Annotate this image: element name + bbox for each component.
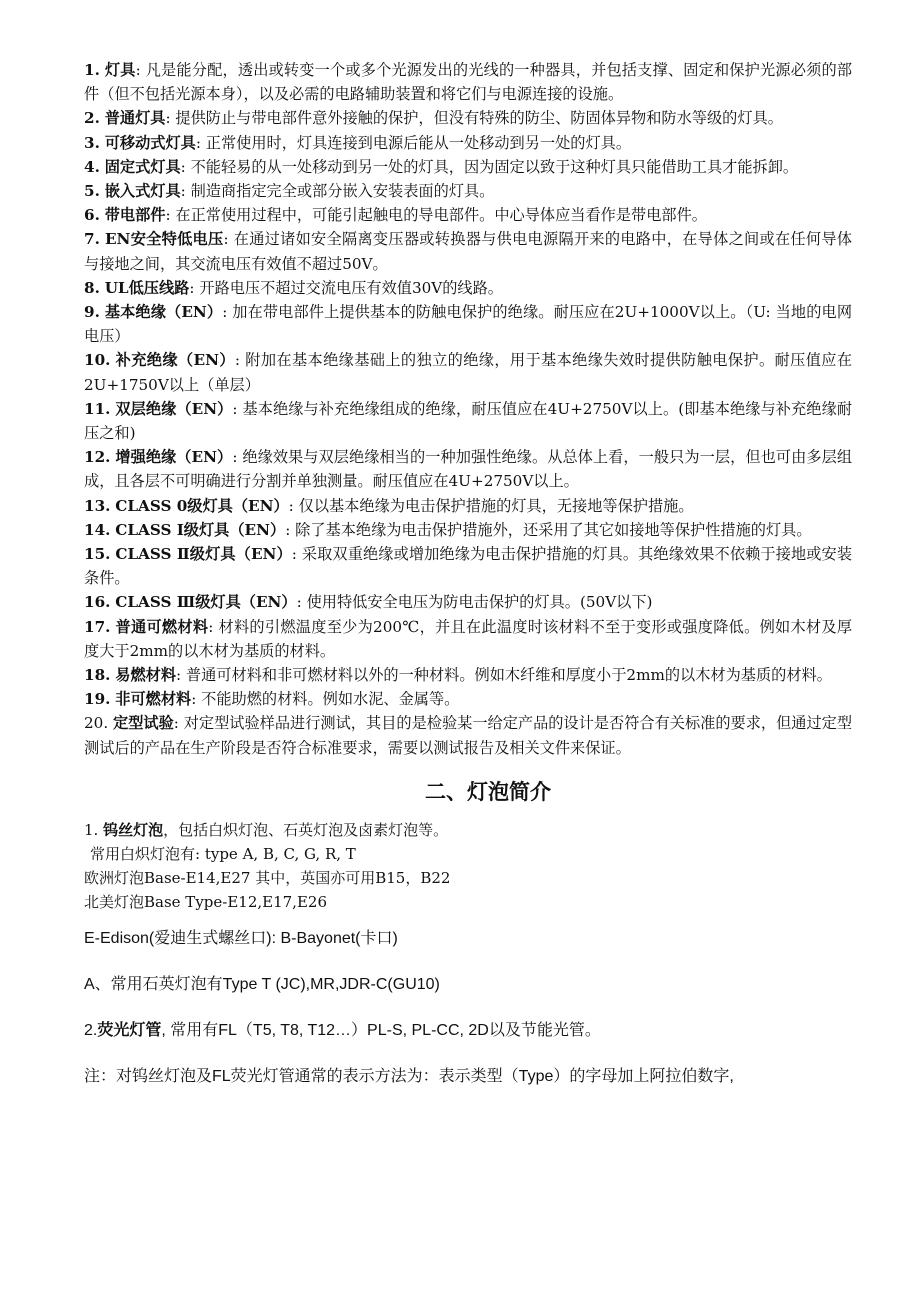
quartz-bulb-types: A、常用石英灯泡有Type T (JC),MR,JDR-C(GU10) <box>84 975 440 993</box>
definition-term: CLASS 0级灯具（EN） <box>115 496 289 515</box>
definition-text: 制造商指定完全或部分嵌入安装表面的灯具。 <box>190 182 495 201</box>
bulb-term: 钨丝灯泡 <box>103 820 164 839</box>
definition-item: 20. 定型试验: 对定型试验样品进行测试，其目的是检验某一给定产品的设计是否符合有关标准的要求，但通过定型测试后的产品在生产阶段是否符合标准要求，需要以测试报告及相关文件来保证。 <box>84 714 853 757</box>
definition-item: 14. CLASS Ⅰ级灯具（EN）: 除了基本绝缘为电击保护措施外，还采用了其它如接地等保护性措施的灯具。 <box>84 520 812 539</box>
definition-term: UL低压线路 <box>104 278 190 297</box>
bulb-term: 荧光灯管 <box>97 1021 162 1039</box>
bulb-item-fluorescent: 2.荧光灯管, 常用有FL（T5, T8, T12…）PL-S, PL-CC, 2D以及节能光管。 <box>84 1021 601 1039</box>
section-heading: 二、灯泡简介 <box>425 779 551 804</box>
definition-term: 普通可燃材料 <box>115 617 209 636</box>
definition-item: 15. CLASS Ⅱ级灯具（EN）: 采取双重绝缘或增加绝缘为电击保护措施的灯具。其绝缘效果不依赖于接地或安装条件。 <box>84 545 853 588</box>
definition-item: 3. 可移动式灯具: 正常使用时，灯具连接到电源后能从一处移动到另一处的灯具。 <box>84 133 632 152</box>
definition-item: 13. CLASS 0级灯具（EN）: 仅以基本绝缘为电击保护措施的灯具，无接地等保护措施。 <box>84 496 694 515</box>
common-incandescent-types: 常用白炽灯泡有: type A, B, C, G, R, T <box>90 844 356 863</box>
bulb-section <box>84 818 852 1088</box>
bulb-item-tungsten: 1. 钨丝灯泡，包括白炽灯泡、石英灯泡及卤素灯泡等。 <box>84 820 449 839</box>
definition-text: 除了基本绝缘为电击保护措施外，还采用了其它如接地等保护性措施的灯具。 <box>295 520 812 539</box>
definition-item: 18. 易燃材料: 普通可材料和非可燃材料以外的一种材料。例如木纤维和厚度小于2mm的以木材为基质的材料。 <box>84 666 832 685</box>
europe-bases: 欧洲灯泡Base-E14,E27 其中，英国亦可用B15，B22 <box>84 868 451 887</box>
definition-item: 17. 普通可燃材料: 材料的引燃温度至少为200℃，并且在此温度时该材料不至于变形或强度降低。例如木材及厚度大于2mm的以木材为基质的材料。 <box>84 617 853 660</box>
definition-term: CLASS Ⅲ级灯具（EN） <box>115 593 297 612</box>
definition-term: 嵌入式灯具 <box>104 182 181 201</box>
north-america-bases: 北美灯泡Base Type-E12,E17,E26 <box>84 892 327 911</box>
definition-text: 附加在基本绝缘基础上的独立的绝缘，用于基本绝缘失效时提供防触电保护。耐压值应在2U+1750V以上（单层） <box>84 351 853 394</box>
definition-text: 不能助燃的材料。例如水泥、金属等。 <box>201 690 460 709</box>
definition-item: 16. CLASS Ⅲ级灯具（EN）: 使用特低安全电压为防电击保护的灯具。(50V以下) <box>84 593 653 612</box>
definition-text: 提供防止与带电部件意外接触的保护，但没有特殊的防尘、防固体异物和防水等级的灯具。 <box>175 109 783 128</box>
definition-text: 正常使用时，灯具连接到电源后能从一处移动到另一处的灯具。 <box>205 133 632 152</box>
definition-term: CLASS Ⅱ级灯具（EN） <box>115 545 292 564</box>
definition-text: 加在带电部件上提供基本的防触电保护的绝缘。耐压应在2U+1000V以上。（U: 当地的电网电压） <box>84 303 853 346</box>
definition-term: 双层绝缘（EN） <box>115 399 233 418</box>
definition-text: 在通过诸如安全隔离变压器或转换器与供电电源隔开来的电路中，在导体之间或在任何导体与接地之间，其交流电压有效值不超过50V。 <box>84 230 853 273</box>
definition-item: 10. 补充绝缘（EN）: 附加在基本绝缘基础上的独立的绝缘，用于基本绝缘失效时提供防触电保护。耐压值应在2U+1750V以上（单层） <box>84 351 853 394</box>
definition-text: 凡是能分配，透出或转变一个或多个光源发出的光线的一种器具，并包括支撑、固定和保护光源必须的部件（但不包括光源本身），以及必需的电路辅助装置和将它们与电源连接的设施。 <box>84 61 853 104</box>
definition-term: 补充绝缘（EN） <box>115 351 235 370</box>
definition-text: 使用特低安全电压为防电击保护的灯具。(50V以下) <box>306 593 653 612</box>
definition-term: 定型试验 <box>113 714 174 733</box>
definition-term: 增强绝缘（EN） <box>115 448 233 467</box>
definition-term: 易燃材料 <box>115 666 177 685</box>
definition-item: 11. 双层绝缘（EN）: 基本绝缘与补充绝缘组成的绝缘，耐压值应在4U+2750V以上。(即基本绝缘与补充绝缘耐压之和) <box>84 399 853 443</box>
definition-term: 非可燃材料 <box>115 690 192 709</box>
definition-item: 9. 基本绝缘（EN）: 加在带电部件上提供基本的防触电保护的绝缘。耐压应在2U+1000V以上。（U: 当地的电网电压） <box>84 303 853 346</box>
definition-text: 不能轻易的从一处移动到另一处的灯具，因为固定以致于这种灯具只能借助工具才能拆卸。 <box>190 157 799 176</box>
definition-text: 普通可材料和非可燃材料以外的一种材料。例如木纤维和厚度小于2mm的以木材为基质的材料。 <box>185 666 832 685</box>
definition-term: 固定式灯具 <box>104 157 181 176</box>
definition-text: 采取双重绝缘或增加绝缘为电击保护措施的灯具。其绝缘效果不依赖于接地或安装条件。 <box>84 545 853 588</box>
definition-text: 对定型试验样品进行测试，其目的是检验某一给定产品的设计是否符合有关标准的要求，但通过定型测试后的产品在生产阶段是否符合标准要求，需要以测试报告及相关文件来保证。 <box>84 714 853 757</box>
definition-item: 12. 增强绝缘（EN）: 绝缘效果与双层绝缘相当的一种加强性绝缘。从总体上看，一般只为一层，但也可由多层组成，且各层不可明确进行分割并单独测量。耐压值应在4U+2750V以上。 <box>84 448 853 491</box>
definition-text: 仅以基本绝缘为电击保护措施的灯具，无接地等保护措施。 <box>298 496 694 515</box>
definition-text: 在正常使用过程中，可能引起触电的导电部件。中心导体应当看作是带电部件。 <box>175 206 707 225</box>
definition-item: 1. 灯具: 凡是能分配，透出或转变一个或多个光源发出的光线的一种器具，并包括支撑、固定和保护光源必须的部件（但不包括光源本身），以及必需的电路辅助装置和将它们与电源连接的设施。 <box>84 61 853 104</box>
definition-term: 灯具 <box>104 61 136 79</box>
designation-note: 注：对钨丝灯泡及FL荧光灯管通常的表示方法为：表示类型（Type）的字母加上阿拉伯数字, <box>84 1067 734 1085</box>
definition-term: 可移动式灯具 <box>104 133 196 152</box>
definition-term: CLASS Ⅰ级灯具（EN） <box>115 520 286 539</box>
definition-text: 基本绝缘与补充绝缘组成的绝缘，耐压值应在4U+2750V以上。(即基本绝缘与补充绝缘耐压之和) <box>84 399 853 443</box>
definition-item: 19. 非可燃材料: 不能助燃的材料。例如水泥、金属等。 <box>84 690 460 709</box>
definition-text: 开路电压不超过交流电压有效值30V的线路。 <box>199 278 503 297</box>
definition-item: 2. 普通灯具: 提供防止与带电部件意外接触的保护，但没有特殊的防尘、防固体异物和防水等级的灯具。 <box>84 109 783 128</box>
definition-item: 8. UL低压线路: 开路电压不超过交流电压有效值30V的线路。 <box>84 278 503 297</box>
definition-text: 材料的引燃温度至少为200℃，并且在此温度时该材料不至于变形或强度降低。例如木材及厚度大于2mm的以木材为基质的材料。 <box>84 617 853 660</box>
definition-term: 基本绝缘（EN） <box>104 303 223 322</box>
definition-term: 带电部件 <box>104 206 166 225</box>
definition-list <box>84 58 852 760</box>
definition-item: 4. 固定式灯具: 不能轻易的从一处移动到另一处的灯具，因为固定以致于这种灯具只能借助工具才能拆卸。 <box>84 157 799 176</box>
definition-text: 绝缘效果与双层绝缘相当的一种加强性绝缘。从总体上看，一般只为一层，但也可由多层组成，且各层不可明确进行分割并单独测量。耐压值应在4U+2750V以上。 <box>84 448 853 491</box>
definition-item: 6. 带电部件: 在正常使用过程中，可能引起触电的导电部件。中心导体应当看作是带电部件。 <box>84 206 707 225</box>
definition-item: 7. EN安全特低电压: 在通过诸如安全隔离变压器或转换器与供电电源隔开来的电路中，在导体之间或在任何导体与接地之间，其交流电压有效值不超过50V。 <box>84 230 853 273</box>
definition-term: 普通灯具 <box>104 109 166 128</box>
base-type-legend: E-Edison(爱迪生式螺丝口): B-Bayonet(卡口) <box>84 929 398 947</box>
definition-term: EN安全特低电压 <box>104 230 224 249</box>
definition-item: 5. 嵌入式灯具: 制造商指定完全或部分嵌入安装表面的灯具。 <box>84 182 495 201</box>
